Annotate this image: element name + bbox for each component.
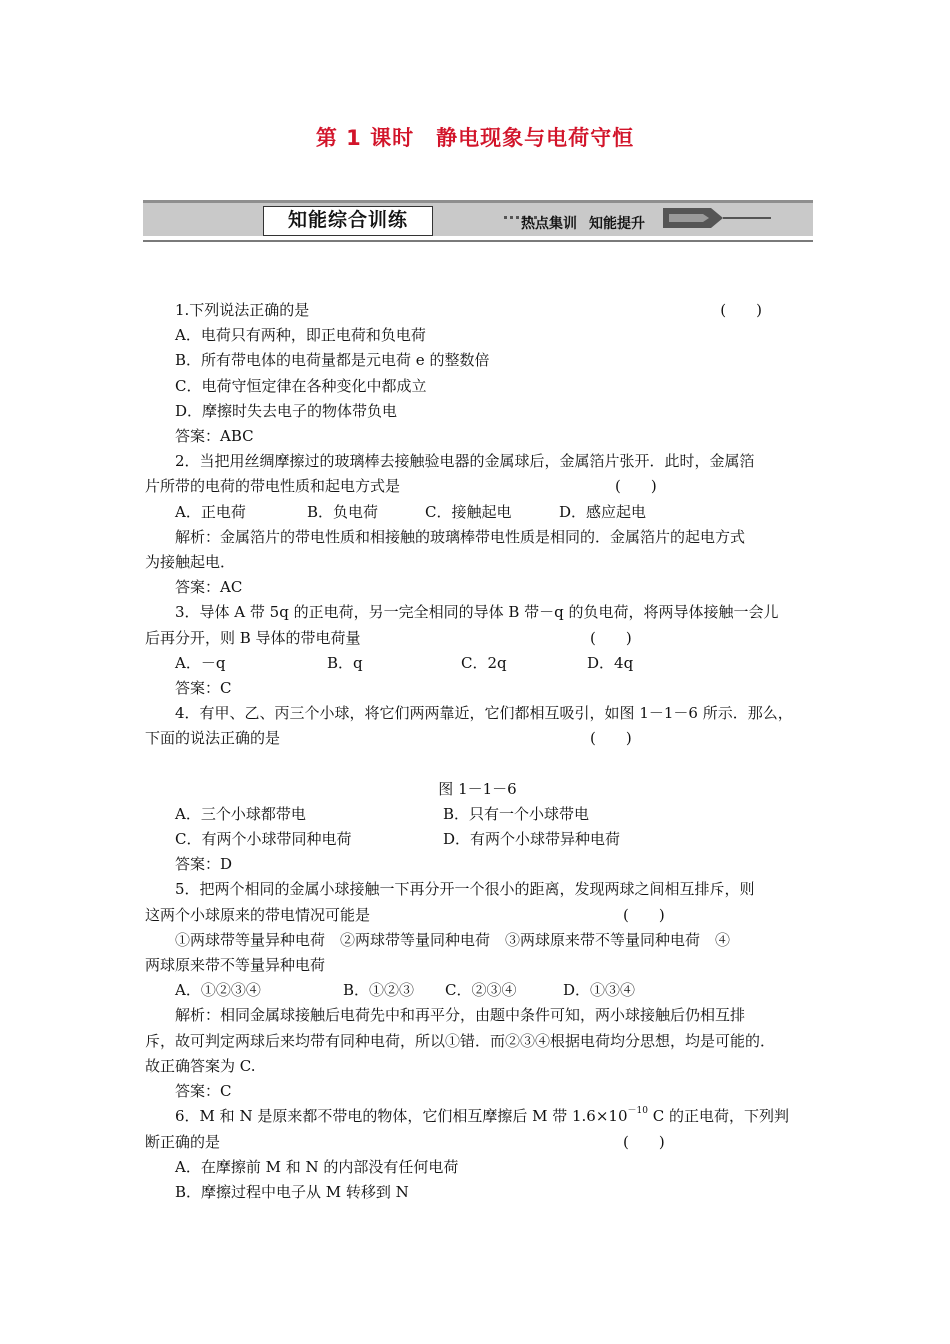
section-banner (143, 200, 813, 244)
option: A．在摩擦前 M 和 N 的内部没有任何电荷 (175, 1157, 459, 1176)
answer: 答案：AC (175, 578, 243, 597)
answer-blank: ( ) (623, 905, 665, 924)
option: A．①②③④ (175, 981, 261, 1000)
tagline-part1: 热点集训 (521, 216, 577, 232)
option: C．接触起电 (425, 502, 512, 521)
option: A．正电荷 (175, 502, 246, 521)
question-4-stem: 4．有甲、乙、丙三个小球，将它们两两靠近，它们都相互吸引，如图 1－1－6 所示．那么， (175, 704, 793, 723)
page-title (0, 122, 950, 152)
banner-dots-decoration (504, 204, 544, 208)
question-4-stem-cont: 下面的说法正确的是 ( ) (145, 726, 810, 751)
analysis-cont: 故正确答案为 C. (145, 1056, 256, 1075)
exponent: －10 (627, 1106, 648, 1117)
question-6-stem: 6．M 和 N 是原来都不带电的物体，它们相互摩擦后 M 带 $1.6\times 10^{-10}$ C 的正电荷，下列判 (175, 1106, 789, 1126)
option-row (145, 978, 810, 1003)
banner-arrow-decoration (663, 204, 773, 234)
option: B．所有带电体的电荷量都是元电荷 e 的整数倍 (175, 351, 490, 370)
question-2-stem: 2．当把用丝绸摩擦过的玻璃棒去接触验电器的金属球后，金属箔片张开．此时，金属箔 (175, 452, 755, 471)
answer: 答案：ABC (175, 427, 254, 446)
analysis: 解析：金属箔片的带电性质和相接触的玻璃棒带电性质是相同的．金属箔片的起电方式 (175, 527, 746, 546)
option: D．感应起电 (559, 502, 647, 521)
option: A．电荷只有两种，即正电荷和负电荷 (175, 326, 426, 345)
question-6-stem-cont: 断正确的是 ( ) (145, 1130, 810, 1155)
section-label: 知能综合训练 (263, 206, 433, 236)
lesson-topic: 静电现象与电荷守恒 (436, 126, 635, 150)
tagline-part2: 知能提升 (589, 216, 645, 232)
option: A．－q (175, 653, 226, 672)
analysis-cont: 斥，故可判定两球后来均带有同种电荷，所以①错．而②③④根据电荷均分思想，均是可能的． (145, 1031, 776, 1050)
option: C．2q (461, 653, 507, 672)
section-tagline (521, 213, 645, 233)
option: B．只有一个小球带电 (443, 804, 590, 823)
option: D．①③④ (563, 981, 636, 1000)
answer-blank: ( ) (590, 729, 632, 748)
answer-blank: ( ) (615, 477, 657, 496)
question-3-stem-cont: 后再分开，则 B 导体的带电荷量 ( ) (145, 626, 810, 651)
analysis-cont: 为接触起电． (145, 553, 236, 572)
option-row (145, 802, 810, 827)
question-5-stem-cont: 这两个小球原来的带电情况可能是 ( ) (145, 903, 810, 928)
option-row (145, 651, 810, 676)
option: C．②③④ (445, 981, 517, 1000)
answer-blank: ( ) (720, 301, 762, 319)
option: C．有两个小球带同种电荷 (175, 830, 352, 849)
question-2-stem-cont: 片所带的电荷的带电性质和起电方式是 ( ) (145, 474, 810, 499)
option: B．负电荷 (307, 502, 379, 521)
option: D．有两个小球带异种电荷 (443, 830, 621, 849)
option: D．摩擦时失去电子的物体带负电 (175, 401, 398, 420)
option: C．电荷守恒定律在各种变化中都成立 (175, 376, 427, 395)
question-1-stem: 1.下列说法正确的是 ( ) (145, 298, 810, 323)
question-5-stem: 5．把两个相同的金属小球接触一下再分开一个很小的距离，发现两球之间相互排斥，则 (175, 880, 755, 899)
answer: 答案：C (175, 679, 232, 698)
figure-caption: 图 1－1－6 (438, 779, 517, 798)
answer: 答案：C (175, 1082, 232, 1101)
exercise-content (145, 298, 810, 1205)
answer-blank: ( ) (590, 628, 632, 647)
option: D．4q (587, 653, 634, 672)
option: B．q (327, 653, 363, 672)
statement-items-cont: 两球原来带不等量异种电荷 (145, 956, 326, 975)
option-row (145, 500, 810, 525)
lesson-number: 第 1 课时 (315, 126, 415, 150)
option-row (145, 827, 810, 852)
question-3-stem: 3．导体 A 带 5q 的正电荷，另一完全相同的导体 B 带－q 的负电荷，将两导体接触一会儿 (175, 603, 779, 622)
answer: 答案：D (175, 855, 233, 874)
option: B．摩擦过程中电子从 M 转移到 N (175, 1182, 409, 1201)
answer-blank: ( ) (623, 1132, 665, 1151)
banner-rule (143, 240, 813, 242)
option: B．①②③ (343, 981, 415, 1000)
option: A．三个小球都带电 (175, 804, 306, 823)
analysis: 解析：相同金属球接触后电荷先中和再平分，由题中条件可知，两小球接触后仍相互排 (175, 1006, 746, 1025)
statement-items: ①两球带等量异种电荷 ②两球带等量同种电荷 ③两球原来带不等量同种电荷 ④ (175, 930, 731, 949)
